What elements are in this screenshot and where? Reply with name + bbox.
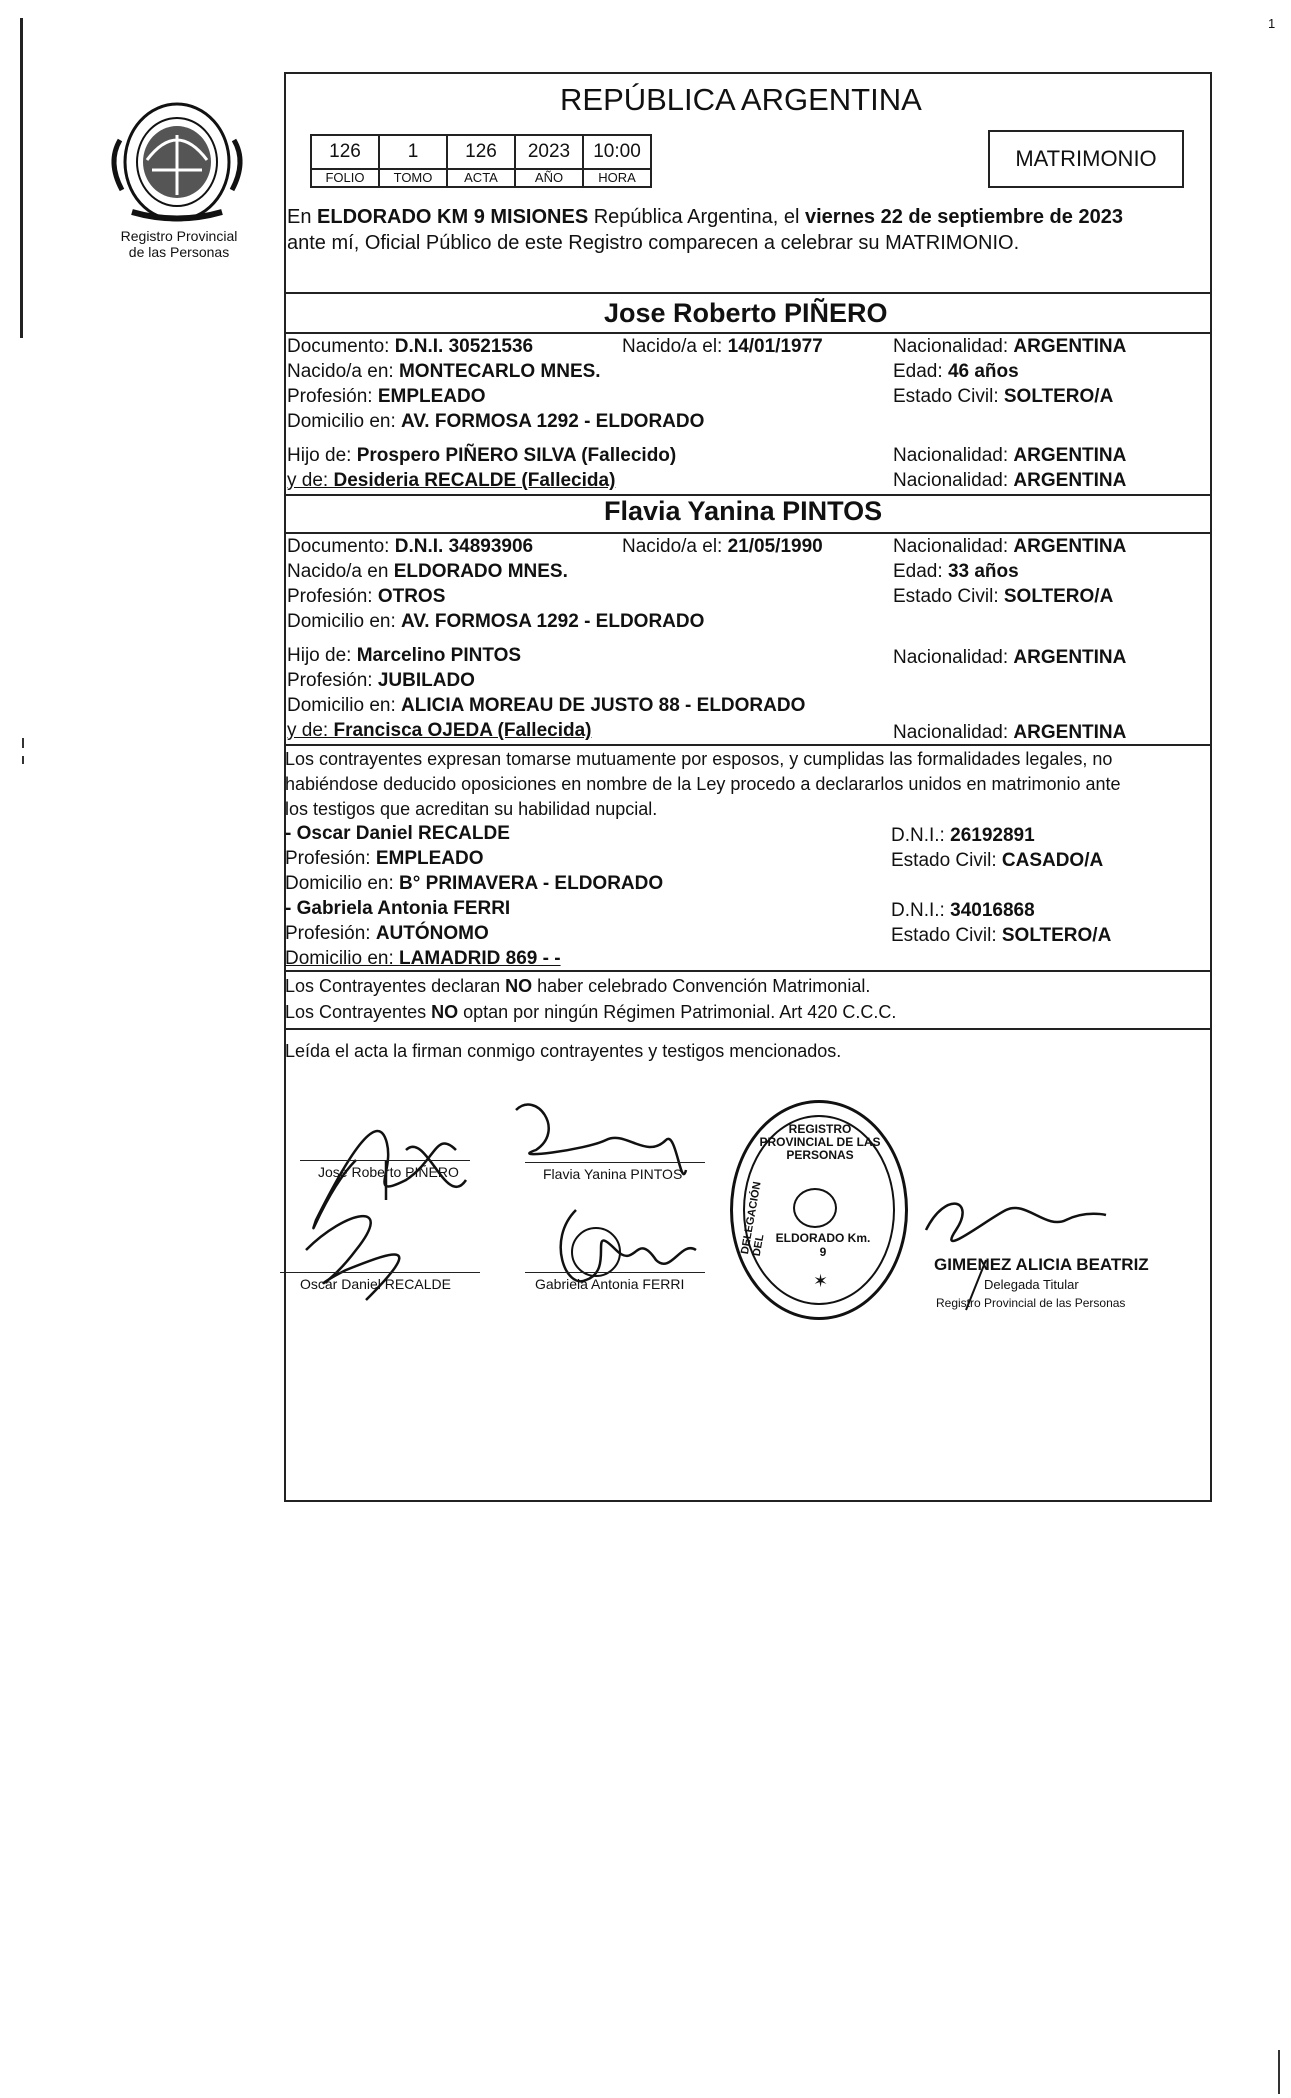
spouse1-address	[287, 411, 704, 433]
label: Profesión:	[287, 386, 378, 407]
value: EMPLEADO	[377, 386, 486, 407]
intro-line-1	[287, 206, 1123, 228]
spouse1-civil-status	[893, 386, 1113, 408]
star-icon: ✶	[813, 1271, 829, 1291]
value: ARGENTINA	[1013, 445, 1127, 466]
signature-line-3	[280, 1272, 480, 1273]
intro-line-2: ante mí, Oficial Público de este Registro comparecen a celebrar su MATRIMONIO.	[287, 232, 1020, 254]
label: Domicilio en:	[287, 695, 402, 716]
stamp-emblem-icon	[793, 1188, 837, 1228]
value: 26192891	[950, 825, 1035, 846]
divider	[284, 532, 1212, 534]
value: Prospero PIÑERO SILVA (Fallecido)	[356, 445, 677, 466]
spouse1-profession	[287, 386, 486, 408]
value: 21/05/1990	[727, 536, 823, 557]
scan-edge-line	[1278, 2050, 1280, 2094]
witness2-address	[285, 948, 561, 970]
label: Domicilio en:	[287, 411, 402, 432]
value: Desideria RECALDE (Fallecida)	[333, 470, 616, 491]
declaration-line-1: Los contrayentes expresan tomarse mutuamente por esposos, y cumplidas las formalidades legales, no	[285, 749, 1113, 769]
label: Nacionalidad:	[893, 647, 1014, 668]
witness1-profession	[285, 848, 484, 870]
witness2-civil-status	[891, 925, 1111, 947]
label: Profesión:	[285, 848, 376, 869]
text: optan por ningún Régimen Patrimonial. Art 420 C.C.C.	[458, 1002, 897, 1022]
label: D.N.I.:	[891, 900, 951, 921]
label: Estado Civil:	[893, 586, 1004, 607]
witness1-address	[285, 873, 663, 895]
reading-statement: Leída el acta la firman conmigo contrayentes y testigos mencionados.	[285, 1041, 842, 1061]
acta-label: ACTA	[447, 169, 515, 187]
registry-name	[95, 228, 263, 260]
label: Documento:	[287, 336, 395, 357]
signature-name-3: Oscar Daniel RECALDE	[300, 1276, 451, 1292]
tomo-label: TOMO	[379, 169, 447, 187]
value: CASADO/A	[1001, 850, 1104, 871]
witness1-dni	[891, 825, 1035, 847]
label: Nacionalidad:	[893, 722, 1014, 743]
official-title: Delegada Titular	[984, 1277, 1079, 1292]
label: Nacionalidad:	[893, 445, 1014, 466]
value: Francisca OJEDA (Fallecida)	[333, 720, 592, 741]
record-number-table	[310, 134, 652, 188]
ano-label: AÑO	[515, 169, 583, 187]
value: 14/01/1977	[727, 336, 823, 357]
label: D.N.I.:	[891, 825, 951, 846]
label: Documento:	[287, 536, 395, 557]
scan-edge-line	[20, 18, 23, 338]
label: Domicilio en:	[287, 611, 402, 632]
divider	[284, 1028, 1212, 1030]
spouse1-father	[287, 445, 676, 467]
text: Los Contrayentes	[285, 1002, 432, 1022]
spouse2-father-profession	[287, 670, 475, 692]
declaration-line-2: habiéndose deducido oposiciones en nombre de la Ley procedo a declararlos unidos en matrimonio ante	[285, 774, 1121, 794]
label: Profesión:	[285, 923, 376, 944]
spouse2-mother-nationality	[893, 722, 1126, 744]
spouse2-father-address	[287, 695, 805, 717]
label: Estado Civil:	[891, 925, 1002, 946]
divider	[284, 332, 1212, 334]
folio-value: 126	[311, 135, 379, 169]
signature-name-2: Flavia Yanina PINTOS	[543, 1166, 683, 1182]
label: Edad:	[893, 361, 948, 382]
value: AV. FORMOSA 1292 - ELDORADO	[401, 611, 705, 632]
hora-label: HORA	[583, 169, 651, 187]
value: JUBILADO	[377, 670, 475, 691]
witness2-profession	[285, 923, 489, 945]
signature-loop-4	[572, 1228, 620, 1276]
spouse2-address	[287, 611, 704, 633]
witness2-dni	[891, 900, 1035, 922]
official-signature-scribble	[926, 1204, 1106, 1241]
value: ARGENTINA	[1013, 647, 1127, 668]
value: SOLTERO/A	[1001, 925, 1112, 946]
spouse2-birthdate	[622, 536, 823, 558]
value: ARGENTINA	[1013, 336, 1127, 357]
spouse1-mother-nationality	[893, 470, 1126, 492]
declaration-line-3: los testigos que acreditan su habilidad nupcial.	[285, 799, 658, 819]
value: AUTÓNOMO	[375, 923, 489, 944]
spouse1-mother	[287, 470, 615, 492]
label: Edad:	[893, 561, 948, 582]
spouse1-birthplace	[287, 361, 601, 383]
value: 46 años	[947, 361, 1019, 382]
label: Profesión:	[287, 670, 378, 691]
registry-line-1: Registro Provincial	[120, 228, 238, 244]
country-title: REPÚBLICA ARGENTINA	[560, 82, 922, 117]
label: Nacionalidad:	[893, 470, 1014, 491]
spouse1-birthdate	[622, 336, 823, 358]
provincial-emblem	[102, 100, 252, 225]
signature-scribble-2	[516, 1105, 686, 1175]
stamp-ring-text: REGISTRO PROVINCIAL DE LAS PERSONAS	[759, 1122, 881, 1162]
spouse2-father-nationality	[893, 647, 1126, 669]
spouse2-mother	[287, 720, 592, 742]
label: Domicilio en:	[285, 948, 400, 969]
hora-value: 10:00	[583, 135, 651, 169]
acta-value: 126	[447, 135, 515, 169]
value: ELDORADO MNES.	[393, 561, 568, 582]
label: y de:	[287, 470, 334, 491]
value: ALICIA MOREAU DE JUSTO 88 - ELDORADO	[401, 695, 806, 716]
intro-place: ELDORADO KM 9 MISIONES	[317, 206, 589, 228]
spouse2-age	[893, 561, 1019, 583]
label: Nacido/a en:	[287, 361, 399, 382]
value: MONTECARLO MNES.	[398, 361, 601, 382]
doc-type-box	[988, 130, 1184, 188]
value: D.N.I. 30521536	[394, 336, 534, 357]
witness2-name: - Gabriela Antonia FERRI	[285, 898, 511, 919]
value: SOLTERO/A	[1003, 386, 1114, 407]
registry-line-2: de las Personas	[128, 244, 230, 260]
label: Nacionalidad:	[893, 536, 1014, 557]
label: y de:	[287, 720, 334, 741]
official-office: Registro Provincial de las Personas	[936, 1296, 1126, 1310]
intro-prefix: En	[287, 206, 318, 228]
doc-type: MATRIMONIO	[1015, 146, 1157, 171]
emphasis: NO	[505, 976, 533, 996]
convention-line-2	[285, 1001, 896, 1023]
ano-value: 2023	[515, 135, 583, 169]
witness1-name: - Oscar Daniel RECALDE	[285, 823, 510, 844]
spouse2-civil-status	[893, 586, 1113, 608]
label: Profesión:	[287, 586, 378, 607]
official-name: GIMENEZ ALICIA BEATRIZ	[934, 1255, 1149, 1274]
divider	[284, 970, 1212, 972]
value: ARGENTINA	[1013, 722, 1127, 743]
value: ARGENTINA	[1013, 470, 1127, 491]
witness1-civil-status	[891, 850, 1103, 872]
label: Estado Civil:	[891, 850, 1002, 871]
signature-line-4	[525, 1272, 705, 1273]
signature-name-4: Gabriela Antonia FERRI	[535, 1276, 685, 1292]
label: Nacido/a el:	[622, 336, 728, 357]
label: Hijo de:	[287, 445, 357, 466]
intro-mid: República Argentina, el	[588, 206, 805, 228]
scan-mark	[22, 738, 24, 748]
convention-line-1	[285, 975, 870, 997]
value: 34016868	[950, 900, 1035, 921]
official-stamp	[730, 1100, 908, 1320]
spouse2-father	[287, 645, 521, 667]
stamp-left-text: DELEGACIÓN DEL	[739, 1180, 767, 1258]
value: ARGENTINA	[1013, 536, 1127, 557]
value: B° PRIMAVERA - ELDORADO	[399, 873, 664, 894]
value: LAMADRID 869 - -	[399, 948, 561, 969]
spouse2-profession	[287, 586, 445, 608]
stamp-center-text: ELDORADO Km. 9	[775, 1231, 871, 1259]
label: Estado Civil:	[893, 386, 1004, 407]
spouse2-nationality	[893, 536, 1126, 558]
label: Hijo de:	[287, 645, 357, 666]
spouse2-birthplace	[287, 561, 568, 583]
signature-name-1: Jose Roberto PIÑERO	[318, 1164, 459, 1180]
value: SOLTERO/A	[1003, 586, 1114, 607]
label: Nacionalidad:	[893, 336, 1014, 357]
text: Los Contrayentes declaran	[285, 976, 506, 996]
spouse1-name: Jose Roberto PIÑERO	[604, 298, 888, 328]
emphasis: NO	[431, 1002, 459, 1022]
spouse2-name: Flavia Yanina PINTOS	[604, 496, 883, 526]
value: 33 años	[947, 561, 1019, 582]
tomo-value: 1	[379, 135, 447, 169]
value: EMPLEADO	[375, 848, 484, 869]
signature-line-2	[525, 1162, 705, 1163]
spouse1-age	[893, 361, 1019, 383]
value: D.N.I. 34893906	[394, 536, 534, 557]
value: OTROS	[377, 586, 446, 607]
spouse1-father-nationality	[893, 445, 1126, 467]
intro-date: viernes 22 de septiembre de 2023	[804, 206, 1123, 228]
emblem-icon	[102, 100, 252, 225]
label: Domicilio en:	[285, 873, 400, 894]
spouse1-nationality	[893, 336, 1126, 358]
page-marker: 1	[1268, 16, 1276, 31]
value: AV. FORMOSA 1292 - ELDORADO	[401, 411, 705, 432]
scan-mark	[22, 756, 24, 764]
spouse2-document	[287, 536, 533, 558]
signature-line-1	[300, 1160, 470, 1161]
text: haber celebrado Convención Matrimonial.	[532, 976, 871, 996]
label: Nacido/a el:	[622, 536, 728, 557]
divider	[284, 744, 1212, 746]
value: Marcelino PINTOS	[356, 645, 522, 666]
spouse1-document	[287, 336, 533, 358]
divider	[284, 292, 1212, 294]
label: Nacido/a en	[287, 561, 394, 582]
folio-label: FOLIO	[311, 169, 379, 187]
